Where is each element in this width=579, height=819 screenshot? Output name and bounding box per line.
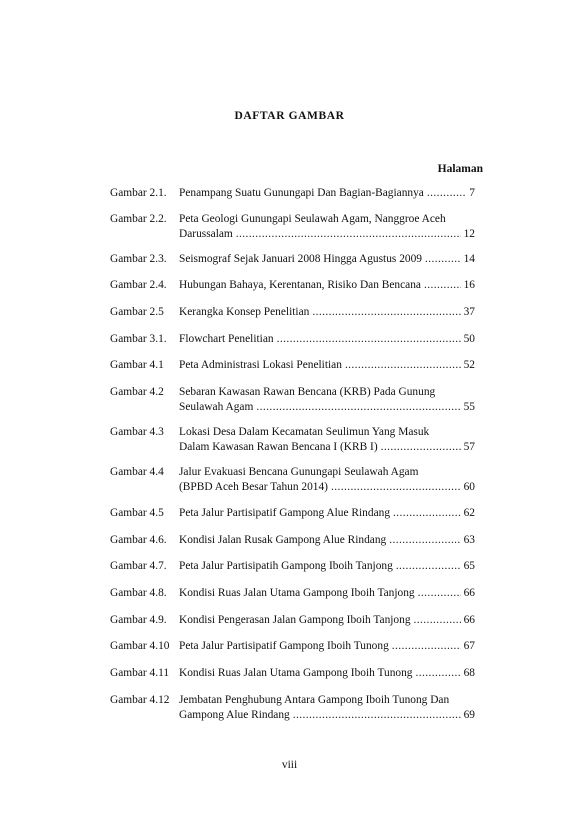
figure-entry [110, 186, 475, 201]
dot-leader [381, 440, 461, 455]
figure-number: Gambar 4.6. [110, 534, 167, 546]
dot-leader [331, 480, 461, 495]
figure-entry [110, 332, 475, 347]
figure-entry [110, 358, 475, 373]
figure-entry [110, 305, 475, 320]
figure-caption [179, 186, 475, 201]
figure-caption [179, 613, 475, 628]
caption-leader-line [179, 400, 475, 415]
figure-entry [110, 425, 475, 454]
caption-line: Lokasi Desa Dalam Kecamatan Seulimun Yang Masuk [179, 426, 430, 438]
caption-line: Flowchart Penelitian [179, 333, 274, 345]
dot-leader [427, 186, 466, 201]
caption-line: Kondisi Pengerasan Jalan Gampong Iboih Tanjong [179, 614, 411, 626]
caption-line: Kerangka Konsep Penelitian [179, 306, 310, 318]
caption-line: Peta Jalur Partisipatih Gampong Iboih Tanjong [179, 560, 393, 572]
figure-entry [110, 212, 475, 241]
figure-number: Gambar 4.1 [110, 359, 164, 371]
page-reference: 62 [463, 507, 475, 519]
figure-caption [179, 358, 475, 373]
figure-number: Gambar 4.2 [110, 386, 164, 398]
caption-leader-line [179, 708, 475, 723]
figure-entry [110, 559, 475, 574]
figure-caption [179, 425, 475, 454]
figure-entry [110, 533, 475, 548]
figure-caption [179, 559, 475, 574]
dot-leader [424, 278, 461, 293]
figure-number: Gambar 4.9. [110, 614, 167, 626]
caption-line: Jembatan Penghubung Antara Gampong Iboih Tunong Dan [179, 694, 450, 706]
caption-leader-line [179, 440, 475, 455]
figure-caption [179, 693, 475, 722]
caption-line: Darussalam [179, 227, 233, 240]
caption-leader-line [179, 559, 475, 574]
figure-number: Gambar 4.3 [110, 426, 164, 438]
page-title: DAFTAR GAMBAR [234, 110, 345, 122]
caption-leader-line [179, 506, 475, 521]
figure-number: Gambar 2.1. [110, 187, 167, 199]
caption-line: Kondisi Jalan Rusak Gampong Alue Rindang [179, 534, 387, 546]
figure-entry [110, 693, 475, 722]
page-reference: 12 [463, 227, 475, 240]
figure-number: Gambar 2.3. [110, 253, 167, 265]
page-reference: 60 [463, 480, 475, 493]
dot-leader [414, 613, 461, 628]
figure-number: Gambar 4.10 [110, 640, 170, 652]
page-reference: 50 [463, 333, 475, 345]
figure-entry [110, 385, 475, 414]
page-reference: 55 [463, 400, 475, 413]
caption-line: (BPBD Aceh Besar Tahun 2014) [179, 480, 328, 493]
caption-line: Seismograf Sejak Januari 2008 Hingga Agustus 2009 [179, 253, 422, 265]
caption-leader-line [179, 186, 475, 201]
caption-leader-line [179, 613, 475, 628]
dot-leader [425, 252, 461, 267]
page-reference: 65 [463, 560, 475, 572]
figure-number: Gambar 4.5 [110, 507, 164, 519]
dot-leader [416, 666, 461, 681]
caption-leader-line [179, 252, 475, 267]
caption-leader-line [179, 332, 475, 347]
figure-caption [179, 533, 475, 548]
dot-leader [312, 305, 460, 320]
page-reference: 69 [463, 708, 475, 721]
page-reference: 63 [463, 534, 475, 546]
figure-number: Gambar 4.8. [110, 587, 167, 599]
page-reference: 66 [463, 614, 475, 626]
figure-entry [110, 639, 475, 654]
figure-caption [179, 332, 475, 347]
caption-line: Hubungan Bahaya, Kerentanan, Risiko Dan Bencana [179, 279, 421, 291]
caption-leader-line [179, 305, 475, 320]
dot-leader [345, 358, 461, 373]
figure-caption [179, 212, 475, 241]
figure-number: Gambar 4.4 [110, 466, 164, 478]
caption-line: Jalur Evakuasi Bencana Gunungapi Seulawah Agam [179, 466, 419, 478]
figure-number: Gambar 2.4. [110, 279, 167, 291]
caption-line: Peta Jalur Partisipatif Gampong Iboih Tunong [179, 640, 389, 652]
caption-line: Gampong Alue Rindang [179, 708, 290, 721]
figure-entry [110, 586, 475, 601]
caption-leader-line [179, 358, 475, 373]
figure-entry [110, 465, 475, 494]
dot-leader [277, 332, 461, 347]
figure-number: Gambar 4.11 [110, 667, 170, 679]
figure-entry [110, 613, 475, 628]
figure-entry [110, 252, 475, 267]
caption-line: Penampang Suatu Gunungapi Dan Bagian-Bagiannya [179, 187, 424, 199]
page-reference: 16 [463, 279, 475, 291]
caption-line: Peta Administrasi Lokasi Penelitian [179, 359, 342, 371]
figure-number: Gambar 2.5 [110, 306, 164, 318]
figure-caption [179, 385, 475, 414]
figure-entry [110, 278, 475, 293]
figure-caption [179, 278, 475, 293]
page-reference: 52 [463, 359, 475, 371]
page-reference: 57 [463, 440, 475, 453]
figure-number: Gambar 4.7. [110, 560, 167, 572]
dot-leader [293, 708, 461, 723]
figure-caption [179, 639, 475, 654]
caption-line: Peta Jalur Partisipatif Gampong Alue Rindang [179, 507, 391, 519]
page-column-header: Halaman [437, 163, 483, 175]
page-reference: 67 [463, 640, 475, 652]
caption-leader-line [179, 533, 475, 548]
caption-leader-line [179, 639, 475, 654]
caption-leader-line [179, 586, 475, 601]
dot-leader [389, 533, 460, 548]
figure-caption [179, 465, 475, 494]
caption-line: Seulawah Agam [179, 400, 254, 413]
page-reference: 68 [463, 667, 475, 679]
dot-leader [256, 400, 460, 415]
page-reference: 66 [463, 587, 475, 599]
caption-line: Kondisi Ruas Jalan Utama Gampong Iboih Tunong [179, 667, 413, 679]
figure-number: Gambar 4.12 [110, 694, 170, 706]
figure-caption [179, 252, 475, 267]
figure-number: Gambar 3.1. [110, 333, 167, 345]
page-reference: 14 [463, 253, 475, 265]
figure-caption [179, 506, 475, 521]
page-reference: 7 [469, 187, 475, 199]
caption-leader-line [179, 666, 475, 681]
caption-line: Peta Geologi Gunungapi Seulawah Agam, Nanggroe Aceh [179, 213, 446, 225]
figure-caption [179, 305, 475, 320]
figure-caption [179, 666, 475, 681]
figure-number: Gambar 2.2. [110, 213, 167, 225]
caption-leader-line [179, 480, 475, 495]
caption-line: Sebaran Kawasan Rawan Bencana (KRB) Pada Gunung [179, 386, 436, 398]
figure-entry [110, 506, 475, 521]
dot-leader [418, 586, 461, 601]
dot-leader [236, 227, 461, 242]
page-reference: 37 [463, 306, 475, 318]
dot-leader [392, 639, 461, 654]
caption-leader-line [179, 278, 475, 293]
figure-caption [179, 586, 475, 601]
page-number: viii [281, 759, 298, 771]
figure-entry [110, 666, 475, 681]
caption-leader-line [179, 227, 475, 242]
caption-line: Dalam Kawasan Rawan Bencana I (KRB I) [179, 440, 378, 453]
dot-leader [396, 559, 461, 574]
dot-leader [393, 506, 461, 521]
caption-line: Kondisi Ruas Jalan Utama Gampong Iboih Tanjong [179, 587, 415, 599]
